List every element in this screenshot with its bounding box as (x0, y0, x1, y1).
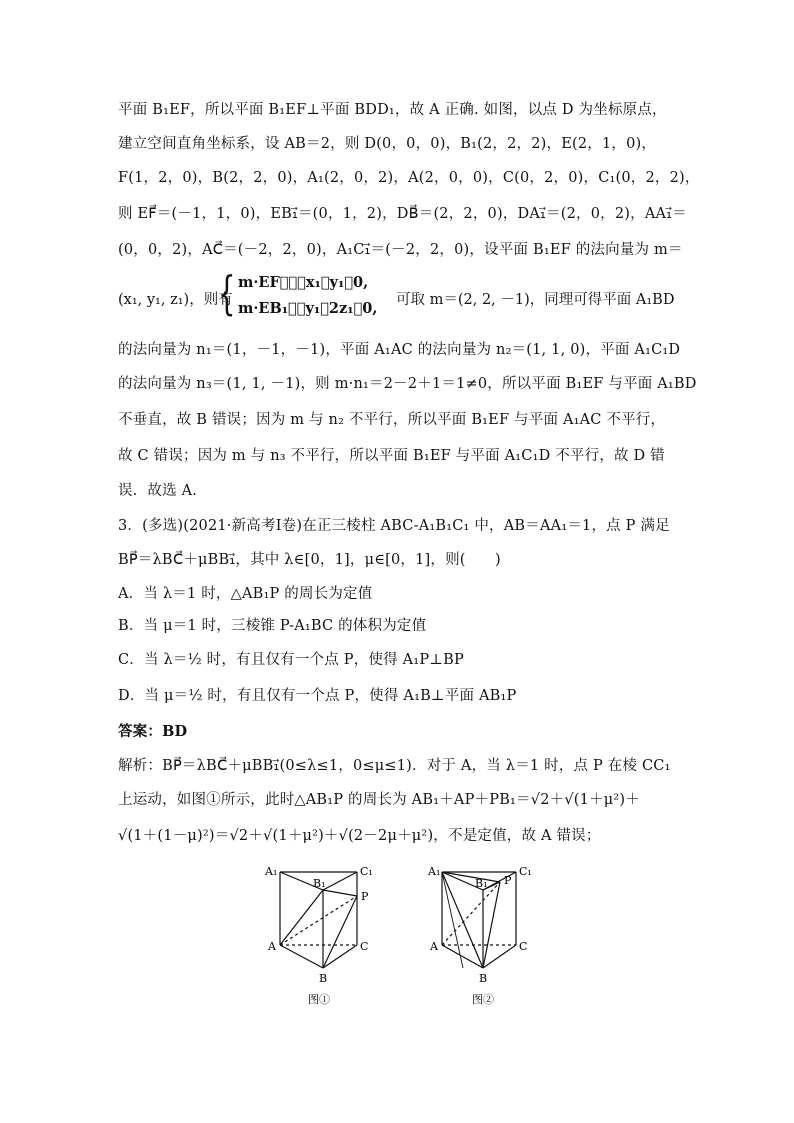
fig1-caption: 图① (308, 993, 330, 1006)
text-line: 不垂直，故 B 错误；因为 m 与 n₂ 不平行，所以平面 B₁EF 与平面 A₁AC 不平行， (118, 412, 666, 428)
text-line: 平面 B₁EF，所以平面 B₁EF⊥平面 BDD₁，故 A 正确. 如图，以点 D 为坐标原点， (118, 102, 667, 118)
fig2-label-a1: A₁ (428, 865, 441, 878)
question-stem: BP⃗＝λBC⃗＋μBB₁⃗，其中 λ∈[0，1]，μ∈[0，1]，则( ) (118, 552, 501, 568)
fig2-label-c1: C₁ (519, 865, 532, 878)
system-suffix: 可取 m＝(2, 2, －1)，同理可得平面 A₁BD (396, 292, 675, 308)
option-c: C．当 λ＝½ 时，有且仅有一个点 P，使得 A₁P⊥BP (118, 652, 464, 668)
fig1-label-c: C (360, 940, 369, 953)
fig1-label-b: B (319, 972, 328, 985)
analysis-line: 解析：BP⃗＝λBC⃗＋μBB₁⃗(0≤λ≤1，0≤μ≤1)．对于 A，当 λ＝1 时，点 P 在棱 CC₁ (118, 758, 671, 774)
text-line: (0，0，2)，AC⃗＝(－2，2，0)，A₁C₁⃗＝(－2，2，0)，设平面 B₁EF 的法向量为 m＝ (118, 242, 683, 258)
answer: 答案：BD (118, 723, 188, 740)
fig2-label-b1: B₁ (475, 877, 488, 890)
text-line: 则 EF⃗＝(－1，1，0)，EB₁⃗＝(0，1，2)，DB⃗＝(2，2，0)，DA₁⃗＝(2，0，2)，AA₁⃗＝ (118, 206, 687, 222)
fig1-label-p: P (361, 890, 369, 903)
text-line: 的法向量为 n₃＝(1, 1, －1)，则 m·n₁＝2－2＋1＝1≠0，所以平面 B₁EF 与平面 A₁BD (118, 376, 697, 392)
fig1-label-a: A (268, 940, 276, 953)
fig2-label-c: C (519, 940, 528, 953)
fig2-label-a: A (430, 940, 438, 953)
text-line: 故 C 错误；因为 m 与 n₃ 不平行，所以平面 B₁EF 与平面 A₁C₁D 不平行，故 D 错 (118, 448, 665, 464)
text-line: 建立空间直角坐标系，设 AB＝2，则 D(0，0，0)，B₁(2，2，2)，E(2，1，0)， (118, 136, 657, 152)
analysis-line: √(1＋(1－μ)²)＝√2＋√(1＋μ²)＋√(2－2μ＋μ²)，不是定值，故 A 错误； (118, 828, 601, 844)
text-line: 误．故选 A. (118, 483, 198, 499)
system-prefix: (x₁, y₁, z₁)，则有 (118, 292, 233, 308)
text-line: 的法向量为 n₁＝(1，－1，－1)，平面 A₁AC 的法向量为 n₂＝(1, 1, 0)，平面 A₁C₁D (118, 342, 681, 358)
system-brace: { (218, 266, 236, 320)
system-equation-1: m·EF⃗＝－x₁＋y₁＝0, (238, 274, 369, 291)
analysis-line: 上运动，如图①所示，此时△AB₁P 的周长为 AB₁＋AP＋PB₁＝√2＋√(1＋μ²)＋ (118, 792, 640, 808)
question-stem: 3．(多选)(2021·新高考Ⅰ卷)在正三棱柱 ABC-A₁B₁C₁ 中，AB＝AA₁＝1，点 P 满足 (118, 518, 670, 534)
fig2-caption: 图② (472, 993, 494, 1006)
system-equation-2: m·EB₁⃗＝y₁＋2z₁＝0, (238, 300, 378, 317)
fig1-label-c1: C₁ (360, 865, 373, 878)
fig1-label-b1: B₁ (313, 877, 326, 890)
fig1-label-a1: A₁ (265, 865, 278, 878)
option-d: D．当 μ＝½ 时，有且仅有一个点 P，使得 A₁B⊥平面 AB₁P (118, 688, 517, 704)
text-line: F(1，2，0)，B(2，2，0)，A₁(2，0，2)，A(2，0，0)，C(0，2，0)，C₁(0，2，2)， (118, 170, 700, 186)
option-b: B．当 μ＝1 时，三棱锥 P-A₁BC 的体积为定值 (118, 618, 427, 634)
option-a: A．当 λ＝1 时，△AB₁P 的周长为定值 (118, 586, 373, 602)
fig2-label-b: B (479, 972, 488, 985)
fig2-label-p: P (504, 874, 512, 887)
